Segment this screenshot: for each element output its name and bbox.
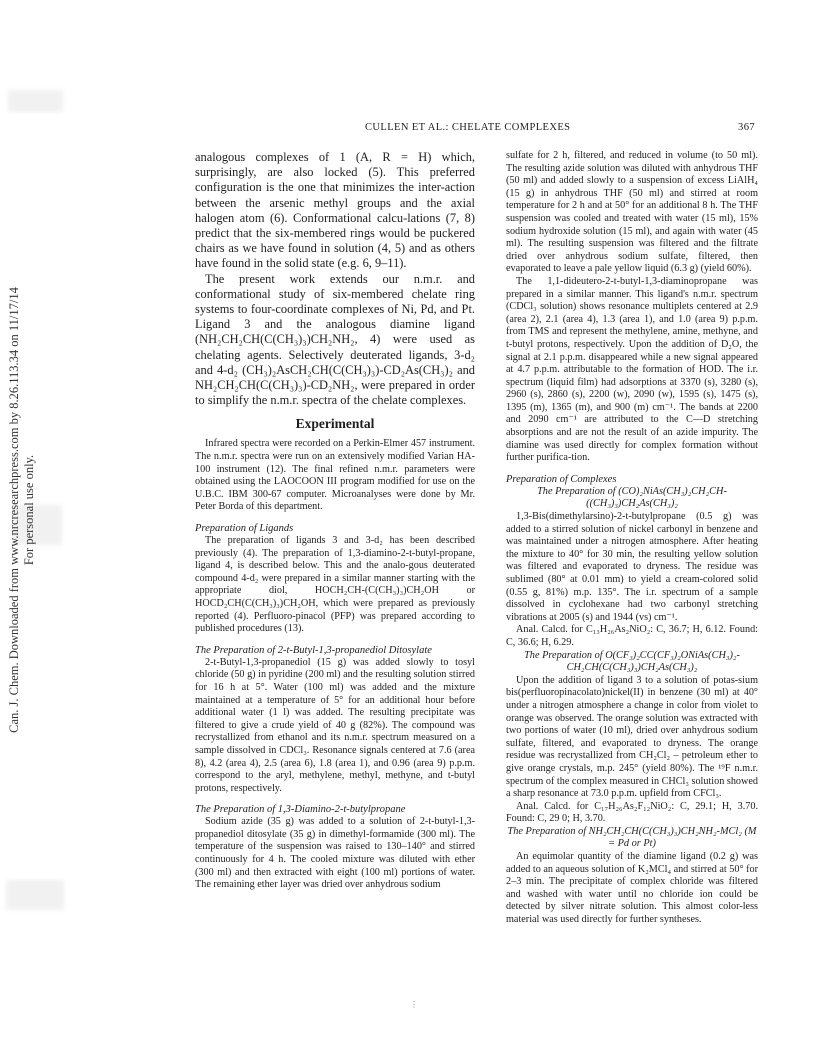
- watermark-line-1: Can. J. Chem. Downloaded from www.nrcresearchpress.com by 8.26.113.34 on 11/17/14: [7, 287, 21, 733]
- section-heading-experimental: Experimental: [295, 416, 375, 432]
- instruments-paragraph: Infrared spectra were recorded on a Perkin-Elmer 457 instrument. The n.m.r. spectra were run on an extensively modified Varian HA-100 instrument (12). The final refined n.m.r. parameters were obtained using the LAOCOON III program modified for use on the U.B.C. IBM 300-67 computer. Microanalyses were done by Mr. Peter Borda of this department.: [195, 438, 475, 513]
- intro-paragraph-2: The present work extends our n.m.r. and conformational study of six-membered chelate ring systems to four-coordinate complexes of Ni, Pd, and Pt. Ligand 3 and the analogous diamine ligand (NH₂CH₂CH(C(CH₃)₃)CH₂NH₂, 4) were used as chelating agents. Selectively deuterated ligands, 3-d₂ and 4-d₂ (CH₃)₂AsCH₂CH(C(CH₃)₃)-CD₂As(CH₃)₂ and NH₂CH₂CH(C(CH₃)₃)-CD₂NH₂, were prepared in order to simplify the n.m.r. spectra of the chelate complexes.: [195, 271, 475, 408]
- left-column: [195, 150, 475, 892]
- ligands-paragraph: The preparation of ligands 3 and 3-d₂ has been described previously (4). The preparation of 1,3-diamino-2-t-butyl-propane, ligand 4, is described below. This and the analo-gous deuterated compound 4-d₂ were prepared in a similar manner starting with the appropriate diol, HOCH₂CH-(C(CH₃)₃)CH₂OH or HOCD₂CH(C(CH₃)₃)CH₂OH, which were prepared as previously reported (4). Perfluoro-pinacol (PFP) was prepared according to published procedures (13).: [195, 535, 475, 635]
- scan-speck: ⋮: [410, 1000, 418, 1009]
- mcl2-paragraph: An equimolar quantity of the diamine ligand (0.2 g) was added to an aqueous solution of K₂MCl₄ and stirred at 50° for 2–3 min. The precipitate of complex chloride was filtered and washed with water until no chloride ion could be detected by silver nitrate solution. This almost color-less material was used directly for further syntheses.: [506, 851, 758, 926]
- analysis-2: Anal. Calcd. for C₁₇H₂₆As₂F₁₂NiO₂: C, 29.1; H, 3.70. Found: C, 29 0; H, 3.70.: [506, 800, 758, 825]
- subheading-complexes: Preparation of Complexes: [506, 473, 617, 485]
- subheading-ligands: Preparation of Ligands: [195, 523, 294, 535]
- ditosylate-paragraph: 2-t-Butyl-1,3-propanediol (15 g) was added slowly to tosyl chloride (50 g) in pyridine (200 ml) and the resulting solution stirred for 16 h at 5°. Water (100 ml) was added and the mixture maintained at a temperature of 5° for an additional hour before additional water (1 l) was added. The resulting precipitate was filtered to give a crude yield of 40 g (82%). The compound was recrystallized from ethanol and its n.m.r. spectrum measured on a sample dissolved in CDCl₃. Resonance signals centered at 7.6 (area 8), 4.2 (area 4), 2.5 (area 6), 1.8 (area 1), and 0.96 (area 9) p.p.m. correspond to the aryl, methylene, methyl, methyne, and t-butyl protons, respectively.: [195, 656, 475, 794]
- diamine-paragraph: Sodium azide (35 g) was added to a solution of 2-t-butyl-1,3-propanediol ditosylate (35 g) in dimethyl-formamide (300 ml). The temperature of the suspension was raised to 130–140° and stirred continuously for 4 h. The cooled mixture was diluted with ether (300 ml) and then extracted with eight (100 ml) portions of water. The remaining ether layer was dried over anhydrous sodium: [195, 816, 475, 891]
- pfp-paragraph: Upon the addition of ligand 3 to a solution of potas-sium bis(perfluoropinacolato)nickel(II) in benzene (30 ml) at 40° under a nitrogen atmosphere a change in color from violet to orange was observed. The orange solution was extracted with two portions of water (10 ml), dried over anhydrous sodium sulfate, filtered, and evaporated to dryness. The orange residue was recrystallized from CH₂Cl₂ – petroleum ether to give orange crystals, m.p. 245° (yield 80%). The ¹⁹F n.m.r. spectrum of the complex measured in CHCl₃ solution showed a sharp resonance at 73.0 p.p.m. upfield from CFCl₃.: [506, 674, 758, 800]
- subheading-mcl2: The Preparation of NH₂CH₂CH(C(CH₃)₃)CH₂NH₂-MCl₂ (M = Pd or Pt): [507, 825, 757, 850]
- deutero-paragraph: The 1,1-dideutero-2-t-butyl-1,3-diaminopropane was prepared in a similar manner. This ligand's n.m.r. spectrum (CDCl₃ solution) shows resonance multiplets centered at 2.9 (area 2), 2.1 (area 4), 1.3 (area 1), and 1.0 (area 9) p.p.m. from TMS and represent the methylene, amine, methyne, and t-butyl protons, respectively. Upon the addition of D₂O, the signal at 2.1 p.p.m. disappeared while a new signal appeared at 4.7 p.p.m. attributable to the formation of HOD. The i.r. spectrum (liquid film) had adsorptions at 3370 (s), 3280 (s), 2960 (s), 2860 (s), 2200 (w), 2090 (w), 1595 (s), 1475 (s), 1395 (m), 1365 (m), and 900 (m) cm⁻¹. The bands at 2200 and 2090 cm⁻¹ are attributed to the C—D stretching absorptions and are not the result of an azide impurity. The diamine was used directly for complex formation without further purifica-tion.: [506, 275, 758, 464]
- watermark-line-2: For personal use only.: [22, 454, 36, 566]
- running-title: CULLEN ET AL.: CHELATE COMPLEXES: [365, 122, 571, 133]
- analysis-1: Anal. Calcd. for C₁₃H₂₆As₂NiO₂: C, 36.7; H, 6.12. Found: C, 36.6; H, 6.29.: [506, 624, 758, 648]
- intro-paragraph-cont: analogous complexes of 1 (A, R = H) which, surprisingly, are also locked (5). This preferred configuration is the one that minimizes the inter-action between the arsenic methyl groups and the axial halogen atom (6). Conformational calcu-lations (7, 8) predict that the six-membered rings would be puckered chairs as we have found in solution (4, 5) and as others have found in the solid state (e.g. 6, 9–11).: [195, 150, 475, 271]
- nickel-carbonyl-paragraph: 1,3-Bis(dimethylarsino)-2-t-butylpropane (0.5 g) was added to a stirred solution of nickel carbonyl in benzene and was maintained under a nitrogen atmosphere. After heating the mixture to 40° for 30 min, the resulting yellow solution was filtered and evaporated to dryness. The residue was sublimed (80° at 0.01 mm) to yield a cream-colored solid (0.55 g, 81%) m.p. 135°. The i.r. spectrum of a sample dissolved in cyclohexane had two carbonyl stretching vibrations at 2005 (s) and 1944 (vs) cm⁻¹.: [506, 511, 758, 623]
- subheading-diamine: The Preparation of 1,3-Diamino-2-t-butylpropane: [195, 804, 406, 816]
- scan-smudge: [6, 880, 64, 910]
- subheading-nickel-carbonyl: The Preparation of (CO)₂NiAs(CH₃)₂CH₂CH-((CH₃)₃)CH₂As(CH₃)₂: [537, 485, 727, 510]
- diamine-paragraph-cont: sulfate for 2 h, filtered, and reduced in volume (to 50 ml). The resulting azide solution was diluted with anhydrous THF (50 ml) and added slowly to a suspension of excess LiAlH₄ (15 g) in anhydrous THF (50 ml) and stirred at room temperature for 2 h and at 50° for an additional 8 h. The THF suspension was cooled and treated with water (15 ml), 15% sodium hydroxide solution (15 ml), and again with water (45 ml). The resulting suspension was filtered and the filtrate dried over anhydrous sodium sulfate, filtered, then evaporated to leave a pale yellow liquid (6.3 g) (yield 60%).: [506, 150, 758, 275]
- scan-smudge: [8, 90, 63, 112]
- subheading-pfp-complex: The Preparation of O(CF₃)₂CC(CF₃)₂ONiAs(CH₃)₂-CH₂CH(C(CH₃)₃)CH₂As(CH₃)₂: [524, 649, 740, 674]
- right-column: [506, 150, 758, 927]
- subheading-ditosylate: The Preparation of 2-t-Butyl-1,3-propanediol Ditosylate: [195, 644, 432, 656]
- download-watermark: [2, 200, 42, 820]
- page-number: 367: [738, 122, 755, 133]
- running-header: [195, 122, 755, 138]
